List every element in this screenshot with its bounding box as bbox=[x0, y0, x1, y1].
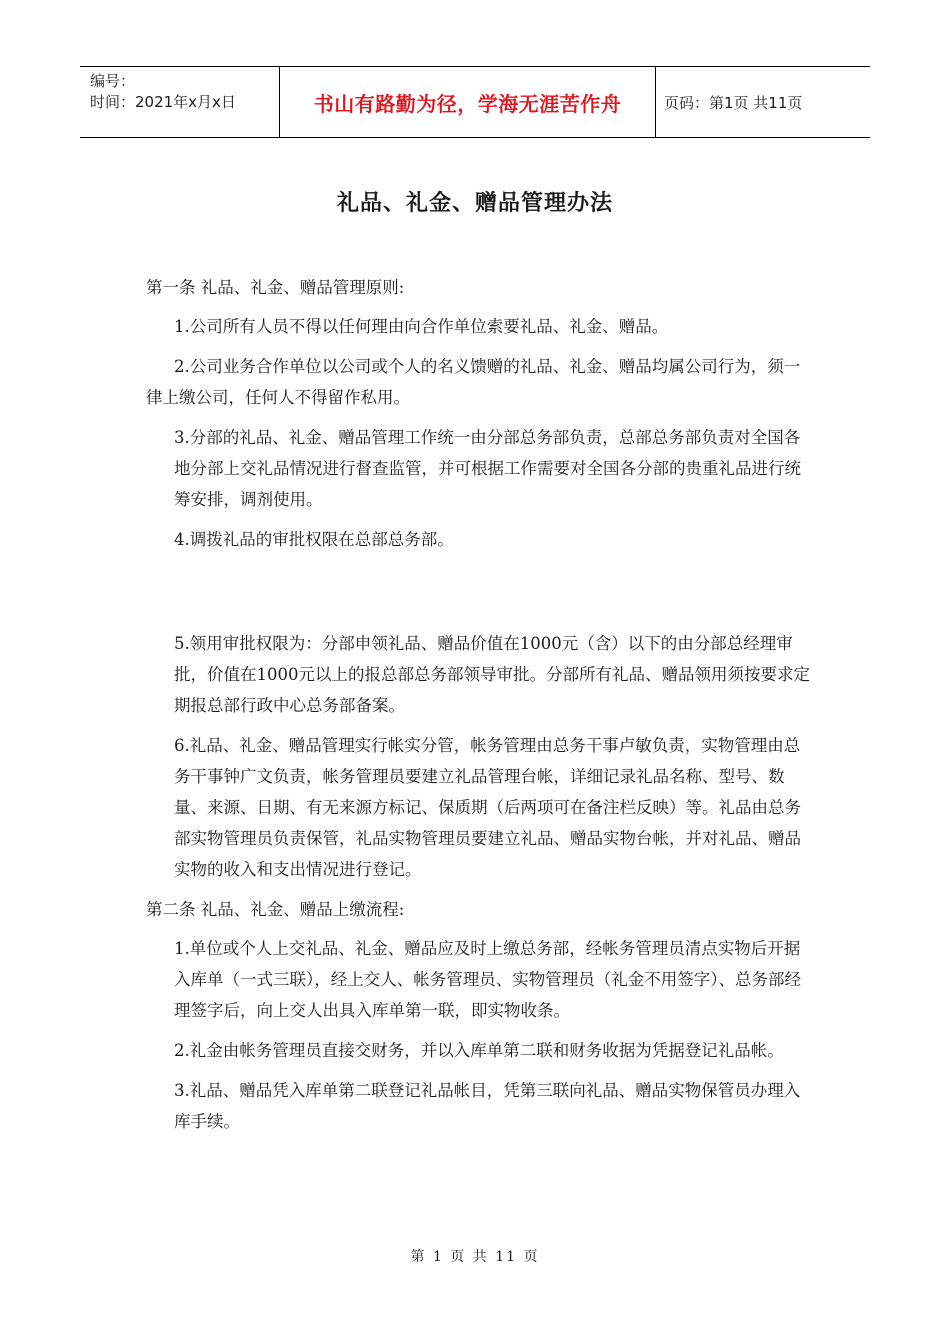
page-footer: 第 1 页 共 11 页 bbox=[410, 1249, 540, 1265]
article-item: 6.礼品、礼金、赠品管理实行帐实分管，帐务管理由总务干事卢敏负责，实物管理由总务干事钟广文负责，帐务管理员要建立礼品管理台帐，详细记录礼品名称、型号、数量、来源、日期、有无来源方标记、保质期（后两项可在备注栏反映）等。礼品由总务部实物管理员负责保管，礼品实物管理员要建立礼品、赠品实物台帐，并对礼品、赠品实物的收入和支出情况进行登记。 bbox=[174, 736, 801, 879]
header-page-code-cell bbox=[656, 67, 870, 137]
document-number-label: 编号： bbox=[90, 72, 136, 90]
article-heading: 第一条 礼品、礼金、赠品管理原则: bbox=[146, 278, 405, 297]
document-body bbox=[146, 272, 812, 1146]
article-item: 2.公司业务合作单位以公司或个人的名义馈赠的礼品、礼金、赠品均属公司行为，须一律上缴公司，任何人不得留作私用。 bbox=[146, 357, 801, 407]
article-item: 3.礼品、赠品凭入库单第二联登记礼品帐目，凭第三联向礼品、赠品实物保管员办理入库手续。 bbox=[174, 1081, 801, 1131]
article-item: 1.公司所有人员不得以任何理由向合作单位索要礼品、礼金、赠品。 bbox=[174, 317, 669, 336]
page-header bbox=[80, 66, 870, 138]
article-item: 3.分部的礼品、礼金、赠品管理工作统一由分部总务部负责，总部总务部负责对全国各地分部上交礼品情况进行督查监管，并可根据工作需要对全国各分部的贵重礼品进行统筹安排，调剂使用。 bbox=[174, 428, 801, 509]
article-item: 4.调拨礼品的审批权限在总部总务部。 bbox=[174, 530, 454, 549]
article-heading: 第二条 礼品、礼金、赠品上缴流程: bbox=[146, 900, 405, 919]
header-meta bbox=[80, 67, 280, 137]
document-time-label: 时间：2021年x月x日 bbox=[90, 93, 236, 111]
article-item: 5.领用审批权限为：分部申领礼品、赠品价值在1000元（含）以下的由分部总经理审批，价值在1000元以上的报总部总务部领导审批。分部所有礼品、赠品领用须按要求定期报总部行政中心总务部备案。 bbox=[174, 634, 810, 715]
header-motto-cell bbox=[280, 67, 656, 137]
header-page-code: 页码：第1页 共11页 bbox=[664, 93, 803, 112]
article-item: 2.礼金由帐务管理员直接交财务，并以入库单第二联和财务收据为凭据登记礼品帐。 bbox=[174, 1041, 784, 1060]
blank-gap bbox=[146, 564, 812, 628]
document-title: 礼品、礼金、赠品管理办法 bbox=[336, 191, 613, 216]
article-item: 1.单位或个人上交礼品、礼金、赠品应及时上缴总务部，经帐务管理员清点实物后开据入库单（一式三联），经上交人、帐务管理员、实物管理员（礼金不用签字）、总务部经理签字后，向上交人出具入库单第一联，即实物收条。 bbox=[174, 939, 801, 1020]
header-motto: 书山有路勤为径，学海无涯苦作舟 bbox=[313, 91, 622, 116]
